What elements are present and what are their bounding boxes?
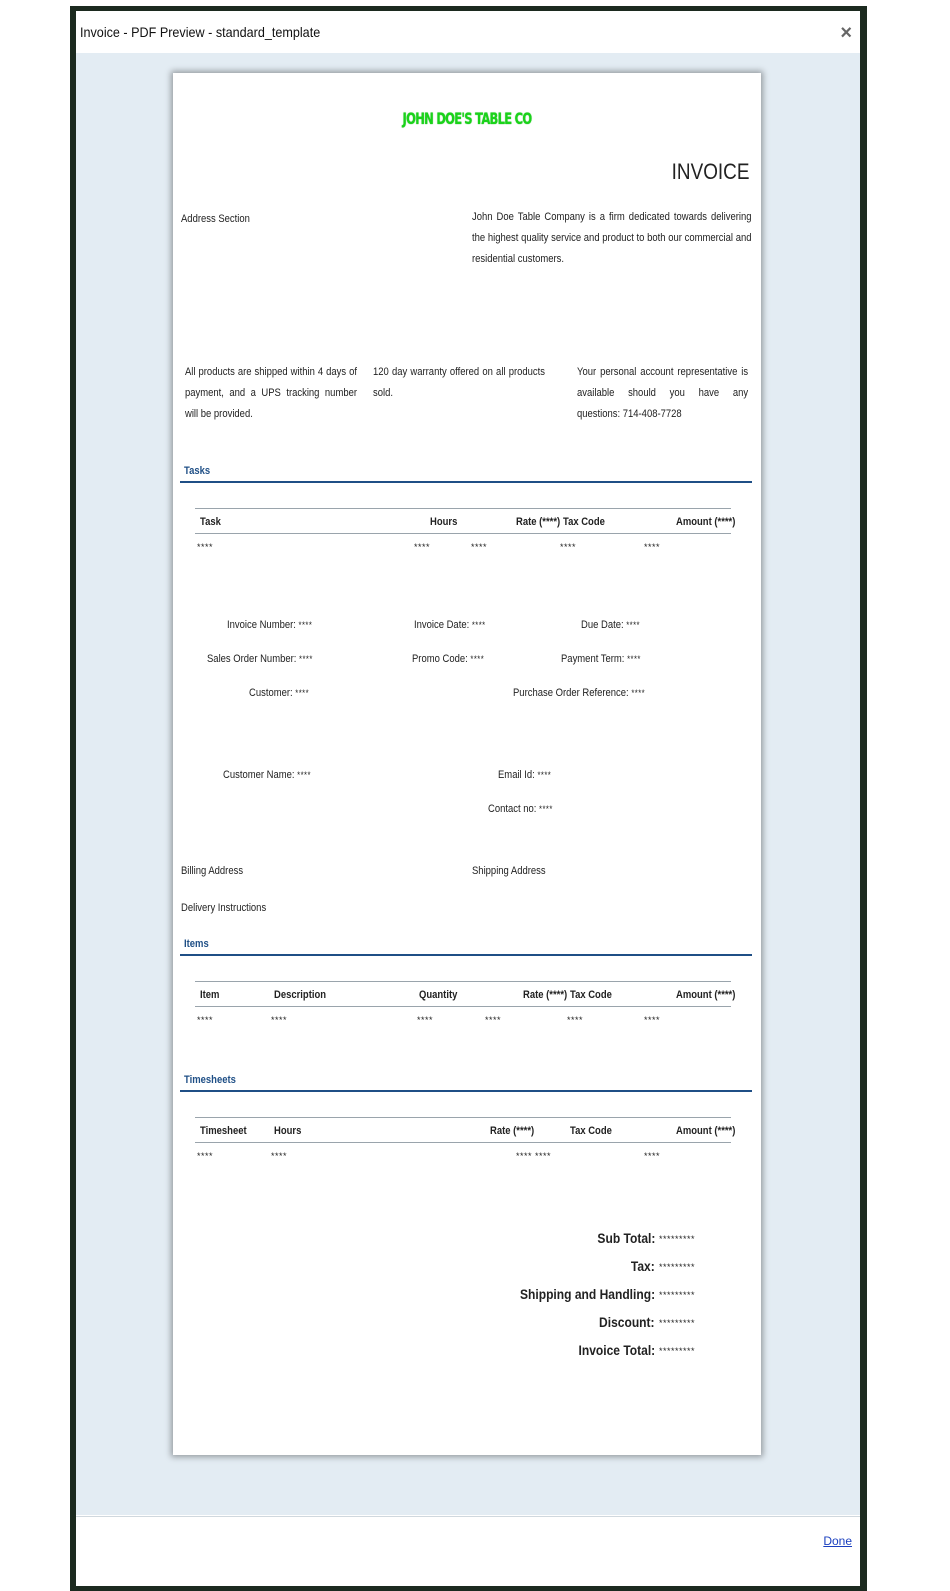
tax-label: Tax: xyxy=(631,1258,655,1274)
customer-name-field: Customer Name: **** xyxy=(223,769,311,781)
items-col-tax-code: Tax Code xyxy=(570,989,612,1001)
representative-note: Your personal account representative is available should you have any questions: 714-408-7728 xyxy=(577,366,749,420)
invoice-page xyxy=(173,73,761,1455)
items-col-description: Description xyxy=(274,989,327,1001)
tasks-cell: **** xyxy=(560,542,577,552)
tasks-col-tax-code: Tax Code xyxy=(563,516,605,528)
timesheets-cell: **** xyxy=(271,1151,288,1161)
timesheets-cell: **** xyxy=(644,1151,661,1161)
invoice-date-field: Invoice Date: **** xyxy=(414,619,486,631)
invoice-total-value: ********* xyxy=(659,1346,696,1356)
invoice-heading: INVOICE xyxy=(671,159,749,184)
shipping-handling-label: Shipping and Handling: xyxy=(519,1286,655,1302)
shipping-note: All products are shipped within 4 days of payment, and a UPS tracking number will be provided. xyxy=(185,366,357,420)
company-blurb: John Doe Table Company is a firm dedicated towards delivering the highest quality service and product to both our commercial and residential customers. xyxy=(472,211,752,265)
items-col-item: Item xyxy=(200,989,220,1001)
billing-address-label: Billing Address xyxy=(181,865,244,877)
tasks-divider xyxy=(180,481,752,483)
timesheets-section-title: Timesheets xyxy=(184,1074,236,1086)
timesheets-col-hours: Hours xyxy=(274,1125,302,1137)
dialog-title: Invoice - PDF Preview - standard_template xyxy=(80,24,321,40)
invoice-number-field: Invoice Number: **** xyxy=(227,619,313,631)
tasks-cell: **** xyxy=(197,542,214,552)
sub-total-label: Sub Total: xyxy=(597,1230,655,1246)
email-id-field: Email Id: **** xyxy=(498,769,552,781)
timesheets-col-timesheet: Timesheet xyxy=(200,1125,247,1137)
tasks-cell: **** xyxy=(644,542,661,552)
tasks-header-top-line xyxy=(195,508,731,509)
items-cell: **** xyxy=(271,1015,288,1025)
items-cell: **** xyxy=(417,1015,434,1025)
items-header-bottom-line xyxy=(195,1006,731,1007)
items-header-top-line xyxy=(195,981,731,982)
timesheets-cell: **** **** xyxy=(516,1151,552,1161)
promo-code-field: Promo Code: **** xyxy=(412,653,485,665)
timesheets-divider xyxy=(180,1090,752,1092)
dialog-titlebar xyxy=(76,11,860,53)
discount-value: ********* xyxy=(659,1318,696,1328)
tasks-col-amount: Amount (****) xyxy=(676,516,736,528)
shipping-address-label: Shipping Address xyxy=(472,865,546,877)
discount-label: Discount: xyxy=(599,1314,655,1330)
sub-total-value: ********* xyxy=(659,1234,696,1244)
timesheets-col-amount: Amount (****) xyxy=(676,1125,736,1137)
items-col-amount: Amount (****) xyxy=(676,989,736,1001)
timesheets-col-rate: Rate (****) xyxy=(490,1125,535,1137)
warranty-note: 120 day warranty offered on all products sold. xyxy=(373,366,545,399)
contact-no-field: Contact no: **** xyxy=(488,803,553,815)
tasks-header-bottom-line xyxy=(195,533,731,534)
timesheets-header-bottom-line xyxy=(195,1142,731,1143)
items-col-rate: Rate (****) xyxy=(523,989,568,1001)
delivery-instructions-label: Delivery Instructions xyxy=(181,902,267,914)
tasks-section-title: Tasks xyxy=(184,465,211,477)
timesheets-header-top-line xyxy=(195,1117,731,1118)
close-icon[interactable]: × xyxy=(840,22,852,44)
tasks-cell: **** xyxy=(414,542,431,552)
items-section-title: Items xyxy=(184,938,209,950)
tasks-cell: **** xyxy=(471,542,488,552)
dialog-footer xyxy=(76,1516,860,1586)
company-logo: JOHN DOE'S TABLE CO xyxy=(402,109,532,128)
tax-value: ********* xyxy=(659,1262,696,1272)
items-cell: **** xyxy=(485,1015,502,1025)
tasks-col-rate: Rate (****) xyxy=(516,516,561,528)
items-cell: **** xyxy=(197,1015,214,1025)
invoice-total-label: Invoice Total: xyxy=(578,1342,655,1358)
pdf-preview-dialog xyxy=(76,11,860,1585)
done-link[interactable]: Done xyxy=(823,1534,852,1548)
due-date-field: Due Date: **** xyxy=(581,619,641,631)
shipping-handling-value: ********* xyxy=(659,1290,696,1300)
purchase-order-reference-field: Purchase Order Reference: **** xyxy=(513,687,646,699)
items-col-quantity: Quantity xyxy=(419,989,458,1001)
timesheets-col-tax-code: Tax Code xyxy=(570,1125,612,1137)
timesheets-cell: **** xyxy=(197,1151,214,1161)
tasks-col-task: Task xyxy=(200,516,221,528)
items-cell: **** xyxy=(644,1015,661,1025)
customer-field: Customer: **** xyxy=(249,687,310,699)
tasks-col-hours: Hours xyxy=(430,516,458,528)
sales-order-number-field: Sales Order Number: **** xyxy=(207,653,313,665)
items-divider xyxy=(180,954,752,956)
address-section: Address Section xyxy=(181,213,250,225)
payment-term-field: Payment Term: **** xyxy=(561,653,641,665)
items-cell: **** xyxy=(567,1015,584,1025)
